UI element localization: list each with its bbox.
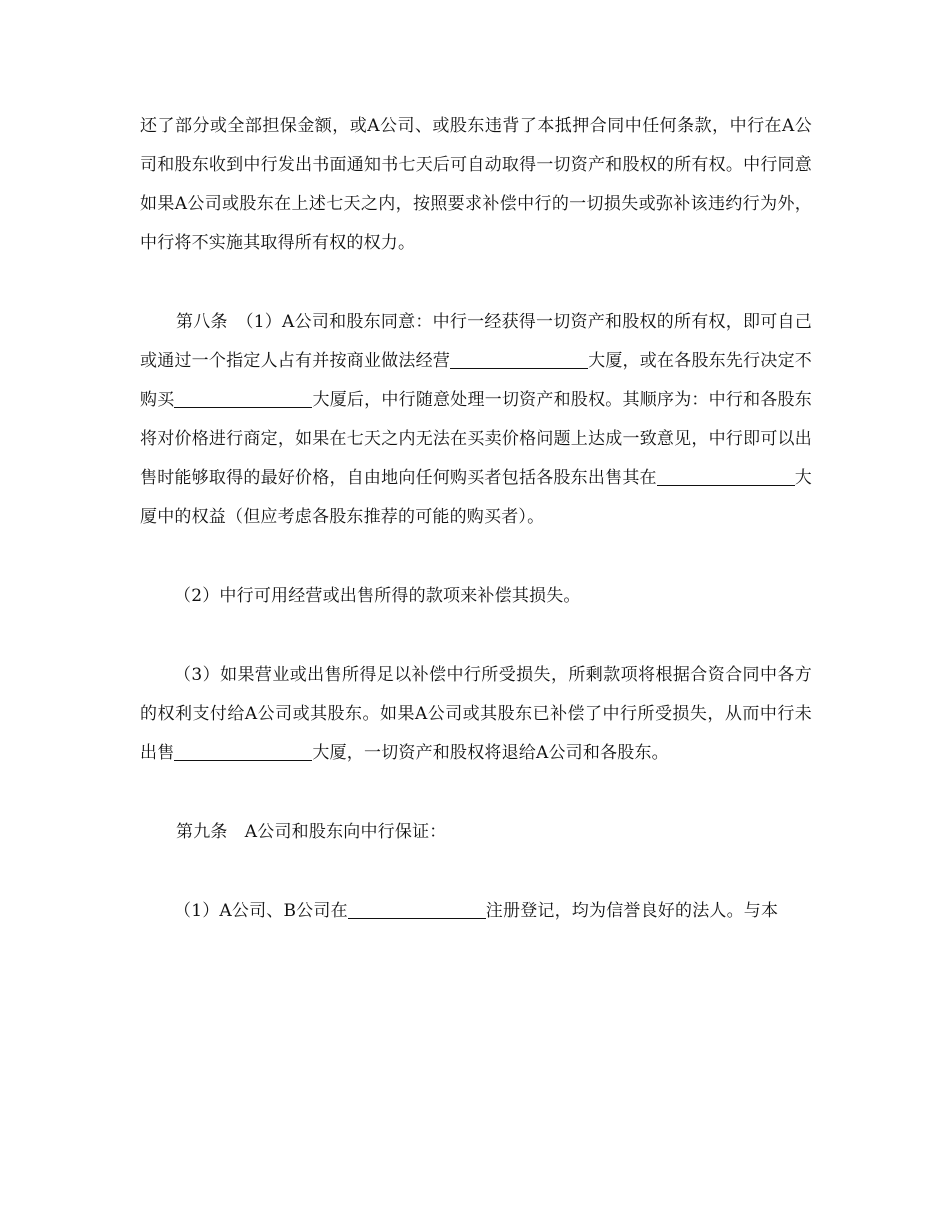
- article-8-text-d: 大厦中的权益（但应考虑各股东推荐的可能的购买者）。: [140, 468, 813, 527]
- paragraph-spacer: [140, 852, 812, 892]
- article-8-text-b: 大厦，或在各股东先行决定不购买: [140, 351, 812, 410]
- article-9-clause-1: [140, 892, 812, 931]
- article-9-clause-1-text-b: 注册登记，均为信誉良好的法人。与本: [485, 901, 779, 921]
- paragraph-spacer: [140, 537, 812, 577]
- blank-line: [174, 406, 312, 408]
- article-9-heading: 第九条 A公司和股东向中行保证：: [176, 822, 447, 842]
- article-8-clause-2: （2）中行可用经营或出售所得的款项来补偿其损失。: [174, 586, 581, 606]
- article-8-text-a: 第八条 （1）A公司和股东同意：中行一经获得一切资产和股权的所有权，即可自己或通过一个指定人占有并按商业做法经营: [140, 312, 812, 371]
- paragraph-spacer: [140, 616, 812, 656]
- document-page: [140, 107, 812, 931]
- paragraph-spacer: [140, 263, 812, 303]
- blank-line: [450, 367, 588, 369]
- blank-line: [174, 759, 312, 761]
- article-8-clause-3-text-a: （3）如果营业或出售所得足以补偿中行所受损失，所剩款项将根据合资合同中各方的权利支付给A公司或其股东。如果A公司或其股东已补偿了中行所受损失，从而中行未出售: [140, 665, 812, 763]
- paragraph-continuation: 还了部分或全部担保金额，或A公司、或股东违背了本抵押合同中任何条款，中行在A公司和股东收到中行发出书面通知书七天后可自动取得一切资产和股权的所有权。中行同意如果A公司或股东在上述七天之内，按照要求补偿中行的一切损失或弥补该违约行为外，中行将不实施其取得所有权的权力。: [140, 116, 812, 253]
- paragraph-spacer: [140, 773, 812, 813]
- article-8-text-c: 大厦后，中行随意处理一切资产和股权。其顺序为：中行和各股东将对价格进行商定，如果在七天之内无法在买卖价格问题上达成一致意见，中行即可以出售时能够取得的最好价格，自由地向任何购买者包括各股东出售其在: [140, 390, 812, 488]
- article-8-clause-1: [140, 303, 812, 537]
- article-8-clause-3-text-b: 大厦，一切资产和股权将退给A公司和各股东。: [312, 743, 669, 763]
- article-9-clause-1-text-a: （1）A公司、B公司在: [174, 901, 348, 921]
- article-8-clause-3: [140, 656, 812, 773]
- blank-line: [657, 484, 795, 486]
- blank-line: [348, 917, 486, 919]
